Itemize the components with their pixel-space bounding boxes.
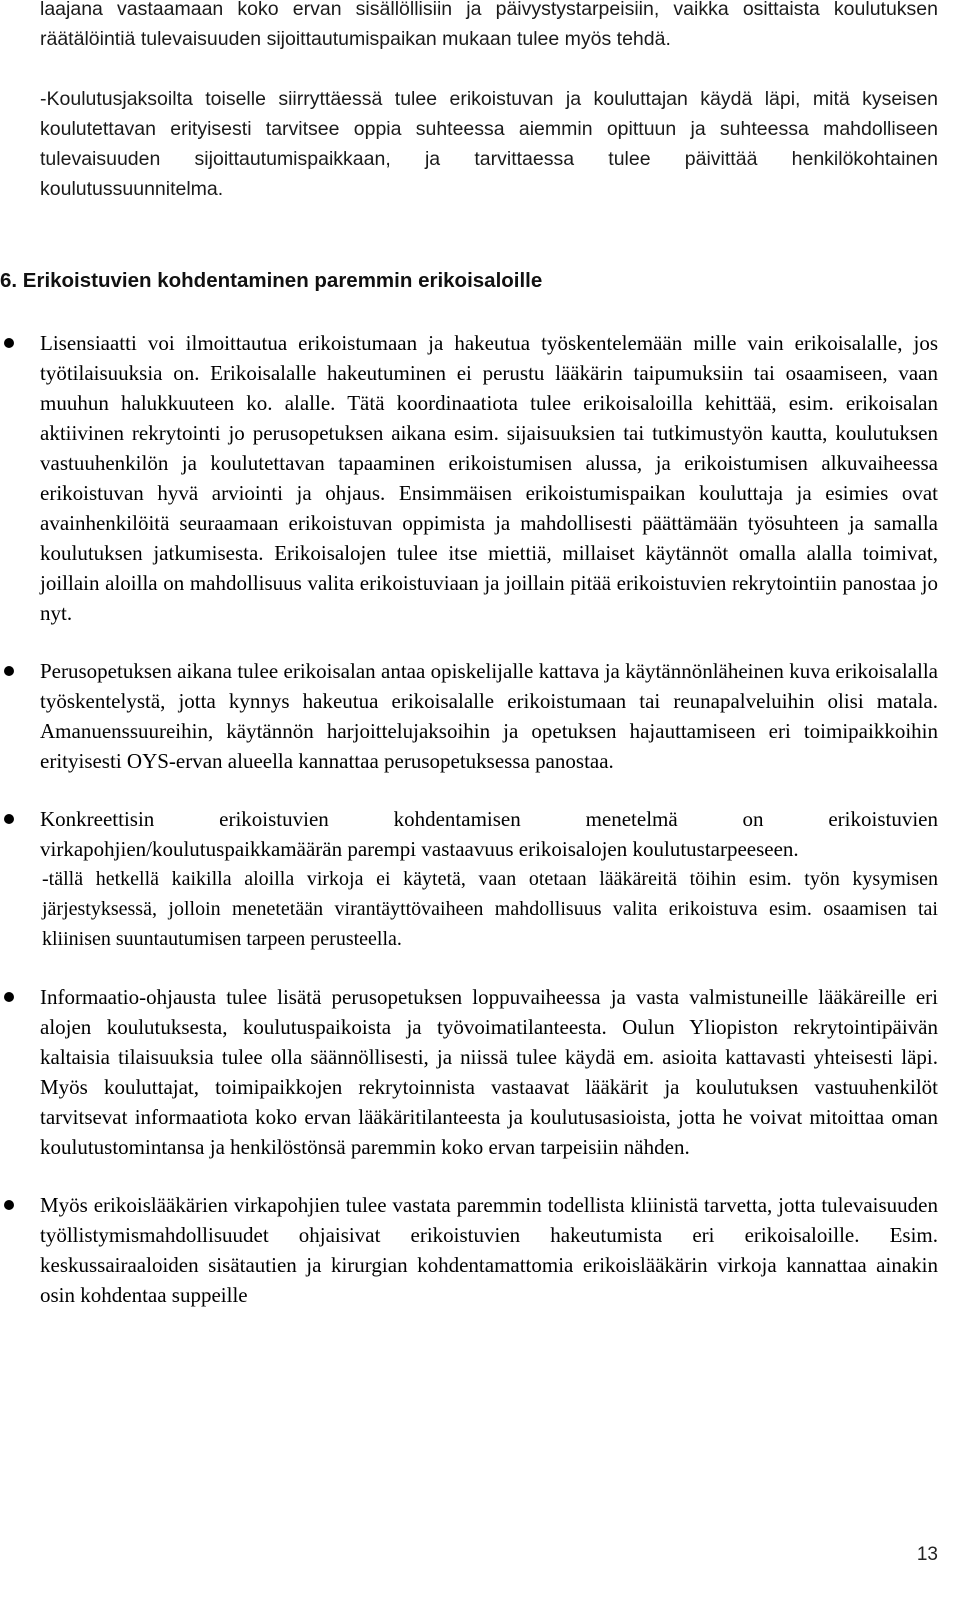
bullet-text: Perusopetuksen aikana tulee erikoisalan antaa opiskelijalle kattava ja käytännönläheinen kuva erikoisalalla työskentelystä, jotta kynnys hakeutua erikoisalalle erikoistumaan tai reunapalveluihin olisi matala. Amanuenssuureihin, käytännön harjoittelujaksoihin ja opetuksen hajauttamiseen eri toimipaikkoihin erityisesti OYS-ervan alueella kannattaa perusopetuksessa panostaa. [40, 659, 938, 773]
bullet-icon [4, 992, 14, 1002]
bullet-text: Myös erikoislääkärien virkapohjien tulee vastata paremmin todellista kliinistä tarvetta, jotta tulevaisuuden työllistymismahdollisuudet ohjaisivat erikoistuvien hakeutumista eri erikoisaloille. Esim. keskussairaaloiden sisätautien ja kirurgian kohdentamattomia erikoislääkärin virkoja kannattaa ainakin osin kohdentaa suppeille [40, 1193, 938, 1307]
list-item [0, 982, 938, 1162]
bullet-text: Informaatio-ohjausta tulee lisätä perusopetuksen loppuvaiheessa ja vasta valmistuneille lääkäreille eri alojen koulutuksesta, koulutuspaikoista ja työvoimatilanteesta. Oulun Yliopiston rekrytointipäivän kaltaisia tilaisuuksia tulee olla säännöllisesti, ja niissä tulee käydä em. asioita kattavasti yhteisesti läpi. Myös kouluttajat, toimipaikkojen rekrytoinnista vastaavat lääkärit ja koulutuksen vastuuhenkilöt tarvitsevat informaatiota koko ervan lääkäritilanteesta ja koulutusasioista, jotta he voivat mitoittaa oman koulutustomintansa ja henkilöstönsä paremmin koko ervan tarpeisiin nähden. [40, 985, 938, 1159]
bullet-text: Konkreettisin erikoistuvien kohdentamisen menetelmä on erikoistuvien virkapohjien/koulutuspaikkamäärän parempi vastaavuus erikoisalojen koulutustarpeeseen. [40, 807, 938, 861]
bullet-text: Lisensiaatti voi ilmoittautua erikoistumaan ja hakeutua työskentelemään mille vain erikoisalalle, jos työtilaisuuksia on. Erikoisalalle hakeutuminen ei perustu lääkärin taipumuksiin tai osaamiseen, vaan muuhun halukkuuteen ko. alalle. Tätä koordinaatiota tulee erikoisaloilla kehittää, esim. erikoisalan aktiivinen rekrytointi jo perusopetuksen aikana esim. sijaisuuksien tai tutkimustyön kautta, koulutuksen vastuuhenkilön ja koulutettavan tapaaminen erikoistumisen alussa, ja erikoistumisen alkuvaiheessa erikoistuvan hyvä arviointi ja ohjaus. Ensimmäisen erikoistumispaikan kouluttaja ja esimies ovat avainhenkilöitä seuraamaan erikoistuvan oppimista ja mahdollisesti päättämään työsuhteen ja samalla koulutuksen jatkumisesta. Erikoisalojen tulee itse miettiä, millaiset käytännöt omalla alalla toimivat, joillain aloilla on mahdollisuus valita erikoistuviaan ja joillain pitää erikoistuvien rekrytointiin panostaa jo nyt. [40, 331, 938, 625]
bullet-icon [4, 338, 14, 348]
list-item [0, 328, 938, 628]
list-item [0, 804, 938, 954]
list-item [0, 1190, 938, 1310]
bullet-list [0, 328, 960, 1338]
bullet-icon [4, 666, 14, 676]
intro-paragraph-2: -Koulutusjaksoilta toiselle siirryttäessä tulee erikoistuvan ja kouluttajan käydä läpi, mitä kyseisen koulutettavan erityisesti tarvitsee oppia suhteessa aiemmin opittuun ja suhteessa mahdolliseen tulevaisuuden sijoittautumispaikkaan, ja tarvittaessa tulee päivittää henkilökohtainen koulutussuunnitelma. [40, 88, 938, 200]
bullet-sub-text: -tällä hetkellä kaikilla aloilla virkoja ei käytetä, vaan otetaan lääkäreitä töihin esim. työn kysymisen järjestyksessä, jolloin menetetään virantäyttövaiheen mahdollisuus valita erikoistuva esim. osaamisen tai kliinisen suuntautumisen tarpeen perusteella. [42, 868, 938, 950]
section-heading: 6. Erikoistuvien kohdentaminen paremmin erikoisaloille [0, 269, 543, 292]
intro-continuation-paragraph: laajana vastaamaan koko ervan sisällöllisiin ja päivystystarpeisiin, vaikka osittaista koulutuksen räätälöintiä tulevaisuuden sijoittautumispaikan mukaan tulee myös tehdä. [40, 0, 938, 50]
page-number: 13 [916, 1544, 938, 1565]
bullet-icon [4, 814, 14, 824]
bullet-icon [4, 1200, 14, 1210]
list-item [0, 656, 938, 776]
